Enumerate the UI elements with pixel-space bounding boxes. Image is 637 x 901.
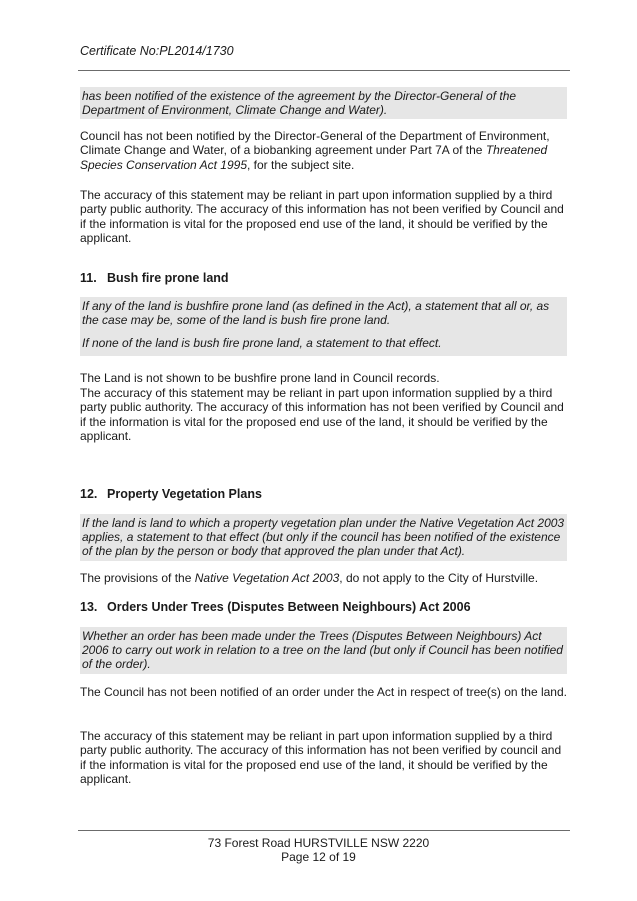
section-11-number: 11. <box>80 271 97 285</box>
footer-address: 73 Forest Road HURSTVILLE NSW 2220 <box>207 836 430 850</box>
section-12-paragraph <box>80 571 570 585</box>
section-13-number: 13. <box>80 600 98 614</box>
section-12-para-text-a: The provisions of the <box>80 571 195 585</box>
footer-divider <box>78 830 570 831</box>
certificate-number: Certificate No:PL2014/1730 <box>80 44 234 58</box>
section-12-heading <box>80 487 262 501</box>
section-11-heading <box>80 271 229 285</box>
section-11-paragraph-1: The Land is not shown to be bushfire prone land in Council records. <box>80 371 440 385</box>
section-11-shaded-box <box>80 297 567 356</box>
section-11-title: Bush fire prone land <box>107 271 229 285</box>
section-11-shaded-text-1: If any of the land is bushfire prone land (as defined in the Act), a statement that all or, as the case may be, some of the land is bush fire prone land. <box>82 299 550 327</box>
section-13-heading <box>80 600 471 614</box>
intro-para1-text-c: , for the subject site. <box>247 157 355 172</box>
section-13-title: Orders Under Trees (Disputes Between Neighbours) Act 2006 <box>107 600 471 614</box>
intro-paragraph-2: The accuracy of this statement may be reliant in part upon information supplied by a third party public authority. The accuracy of this information has not been verified by Council and if the information is vital for the proposed end use of the land, it should be verified by the applicant. <box>80 188 564 246</box>
intro-para1-act: Threatened Species Conservation Act 1995 <box>80 143 548 172</box>
intro-para1-text-a: Council has not been notified by the Director-General of the Department of Environment, Climate Change and Water, of a biobanking agreement under Part 7A of the <box>80 129 550 158</box>
footer-page-number: Page 12 of 19 <box>281 850 356 864</box>
header-divider <box>78 70 570 71</box>
section-13-shaded-box: Whether an order has been made under the Trees (Disputes Between Neighbours) Act 2006 to carry out work in relation to a tree on the land (but only if Council has been notified of the order). <box>80 627 567 674</box>
section-12-title: Property Vegetation Plans <box>107 487 262 501</box>
section-13-paragraph-2: The accuracy of this statement may be reliant in part upon information supplied by a third party public authority. The accuracy of this information has not been verified by council and if the information is vital for the proposed end use of the land, it should be verified by the applicant. <box>80 729 562 787</box>
section-12-para-act: Native Vegetation Act 2003 <box>194 571 340 585</box>
section-12-shaded-box: If the land is land to which a property vegetation plan under the Native Vegetation Act 2003 applies, a statement to that effect (but only if the council has been notified of the existence of the plan by the person or body that approved the plan under that Act). <box>80 514 567 561</box>
section-13-paragraph-1: The Council has not been notified of an order under the Act in respect of tree(s) on the land. <box>80 685 567 699</box>
intro-paragraph-1 <box>80 129 570 172</box>
section-12-para-text-c: , do not apply to the City of Hurstville. <box>339 571 539 585</box>
section-11-paragraph-2: The accuracy of this statement may be reliant in part upon information supplied by a third party public authority. The accuracy of this information has not been verified by Council and if the information is vital for the proposed end use of the land, it should be verified by the applicant. <box>80 386 564 444</box>
intro-shaded-box: has been notified of the existence of the agreement by the Director-General of the Department of Environment, Climate Change and Water). <box>80 87 567 119</box>
section-11-shaded-text-2: If none of the land is bush fire prone land, a statement to that effect. <box>82 336 442 350</box>
section-12-number: 12. <box>80 487 98 501</box>
